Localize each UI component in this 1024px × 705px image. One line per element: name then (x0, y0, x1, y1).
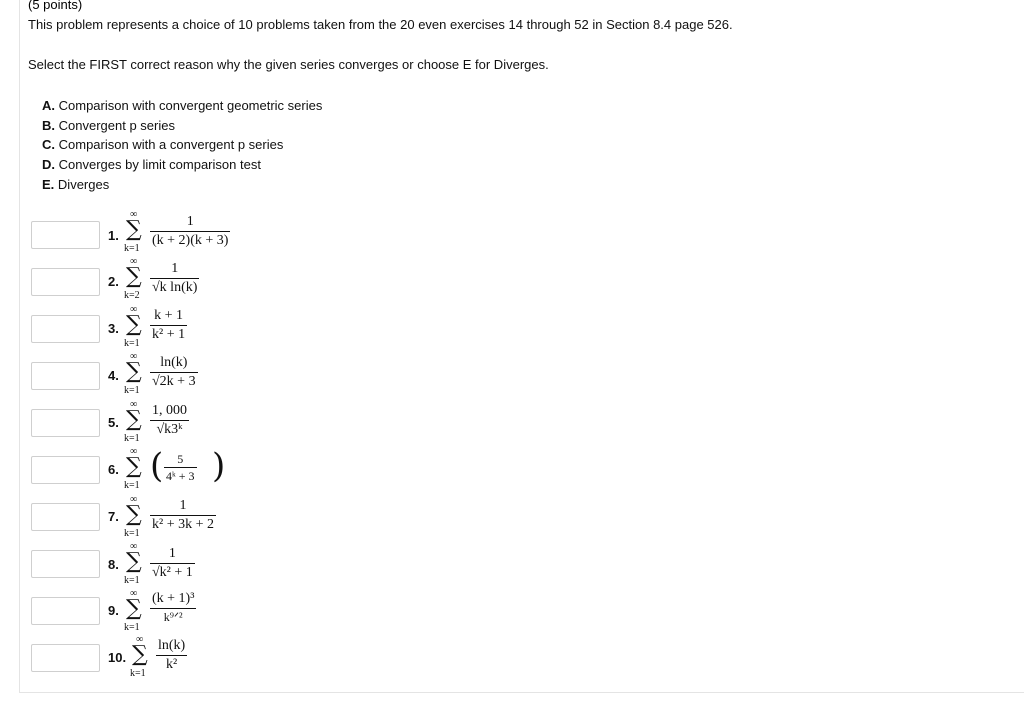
series-fraction (164, 453, 197, 482)
option-c (42, 135, 322, 155)
sum-upper-limit: ∞ (136, 634, 144, 645)
series-fraction (150, 592, 196, 623)
summation-icon: ∑ (132, 642, 148, 667)
fraction-numerator: 1 (179, 498, 187, 513)
answer-input-1[interactable] (31, 221, 100, 249)
fraction-numerator: ln(k) (158, 638, 186, 653)
series-expression-6 (124, 447, 264, 497)
summation-icon: ∑ (126, 312, 142, 337)
sum-upper-limit: ∞ (130, 304, 138, 315)
sum-upper-limit: ∞ (130, 588, 138, 599)
fraction-numerator: 1 (168, 546, 176, 561)
sum-lower-limit: k=1 (124, 622, 140, 633)
answer-input-10[interactable] (31, 644, 100, 672)
fraction-denominator: √k² + 1 (152, 565, 193, 580)
series-fraction (150, 547, 195, 580)
problem-number: 3. (108, 321, 119, 336)
option-text: Comparison with convergent geometric series (58, 98, 323, 113)
answer-input-5[interactable] (31, 409, 100, 437)
option-text: Convergent p series (58, 117, 175, 133)
option-text: Comparison with a convergent p series (58, 137, 284, 153)
summation-icon: ∑ (126, 454, 142, 479)
points-label: (5 points) (28, 0, 83, 12)
summation-icon: ∑ (126, 502, 142, 527)
series-expression-10 (130, 635, 270, 685)
sum-lower-limit: k=1 (124, 575, 140, 586)
answer-input-7[interactable] (31, 503, 100, 531)
option-key: D. (42, 157, 55, 173)
problem-description: This problem represents a choice of 10 problems taken from the 20 even exercises 14 through 52 in Section 8.4 page 526. (28, 17, 733, 32)
sum-upper-limit: ∞ (130, 209, 138, 220)
fraction-denominator: √2k + 3 (152, 374, 196, 389)
option-key: E. (42, 176, 55, 192)
problem-instruction: Select the FIRST correct reason why the given series converges or choose E for Diverges. (28, 57, 549, 72)
series-expression-8 (124, 542, 264, 592)
summation-icon: ∑ (126, 407, 142, 432)
fraction-numerator: 1 (171, 261, 179, 276)
series-expression-9 (124, 589, 264, 639)
fraction-numerator: ln(k) (160, 355, 188, 370)
answer-options-list (42, 96, 322, 195)
answer-input-6[interactable] (31, 456, 100, 484)
summation-icon: ∑ (126, 359, 142, 384)
answer-input-4[interactable] (31, 362, 100, 390)
option-b (42, 116, 322, 136)
problem-number: 2. (108, 274, 119, 289)
sum-lower-limit: k=1 (124, 480, 140, 491)
fraction-numerator: 1 (186, 214, 194, 229)
series-expression-1 (124, 210, 264, 260)
series-expression-3 (124, 305, 264, 355)
problem-number: 8. (108, 557, 119, 572)
answer-input-9[interactable] (31, 597, 100, 625)
series-fraction (150, 262, 199, 295)
option-text: Converges by limit comparison test (58, 157, 261, 173)
sum-upper-limit: ∞ (130, 399, 138, 410)
sum-upper-limit: ∞ (130, 446, 138, 457)
series-fraction (150, 215, 230, 248)
sum-upper-limit: ∞ (130, 494, 138, 505)
option-key: C. (42, 137, 55, 153)
fraction-denominator: 4ᵏ + 3 (166, 469, 195, 483)
series-fraction (156, 639, 187, 672)
series-fraction (150, 356, 198, 389)
series-expression-5 (124, 400, 264, 450)
option-text: Diverges (57, 176, 110, 192)
sum-lower-limit: k=1 (124, 338, 140, 349)
problem-number: 5. (108, 415, 119, 430)
sum-lower-limit: k=1 (130, 668, 146, 679)
answer-input-8[interactable] (31, 550, 100, 578)
left-parenthesis: ( (150, 446, 164, 486)
problem-number: 9. (108, 603, 119, 618)
summation-icon: ∑ (126, 264, 142, 289)
fraction-denominator: k⁹ᐟ² (150, 608, 196, 623)
series-expression-2 (124, 257, 264, 307)
sum-lower-limit: k=1 (124, 243, 140, 254)
sum-lower-limit: k=1 (124, 528, 140, 539)
problem-number: 6. (108, 462, 119, 477)
problem-number: 1. (108, 228, 119, 243)
sum-upper-limit: ∞ (130, 541, 138, 552)
series-fraction (150, 499, 216, 532)
problem-number: 4. (108, 368, 119, 383)
right-parenthesis: ) (212, 446, 226, 486)
summation-icon: ∑ (126, 596, 142, 621)
series-fraction (150, 309, 187, 342)
fraction-denominator: k² + 3k + 2 (152, 517, 214, 532)
fraction-denominator: √k3ᵏ (150, 420, 189, 437)
fraction-denominator: (k + 2)(k + 3) (152, 233, 229, 248)
option-key: A. (42, 98, 55, 113)
answer-input-2[interactable] (31, 268, 100, 296)
option-key: B. (42, 117, 55, 133)
option-d (42, 155, 322, 175)
fraction-numerator: 5 (177, 452, 184, 466)
problem-number: 7. (108, 509, 119, 524)
series-fraction (150, 404, 189, 437)
answer-input-3[interactable] (31, 315, 100, 343)
series-expression-4 (124, 352, 264, 402)
sum-lower-limit: k=1 (124, 385, 140, 396)
fraction-numerator: k + 1 (154, 308, 183, 323)
summation-icon: ∑ (126, 549, 142, 574)
problem-number: 10. (108, 650, 127, 665)
option-e (42, 175, 322, 195)
option-a (42, 96, 322, 116)
series-expression-7 (124, 495, 264, 545)
fraction-numerator: 1, 000 (152, 403, 187, 418)
sum-lower-limit: k=1 (124, 433, 140, 444)
fraction-numerator: (k + 1)³ (152, 591, 195, 606)
fraction-denominator: √k ln(k) (152, 280, 198, 295)
summation-icon: ∑ (126, 217, 142, 242)
fraction-denominator: k² + 1 (152, 327, 186, 342)
sum-lower-limit: k=2 (124, 290, 140, 301)
fraction-denominator: k² (156, 655, 187, 672)
sum-upper-limit: ∞ (130, 351, 138, 362)
sum-upper-limit: ∞ (130, 256, 138, 267)
